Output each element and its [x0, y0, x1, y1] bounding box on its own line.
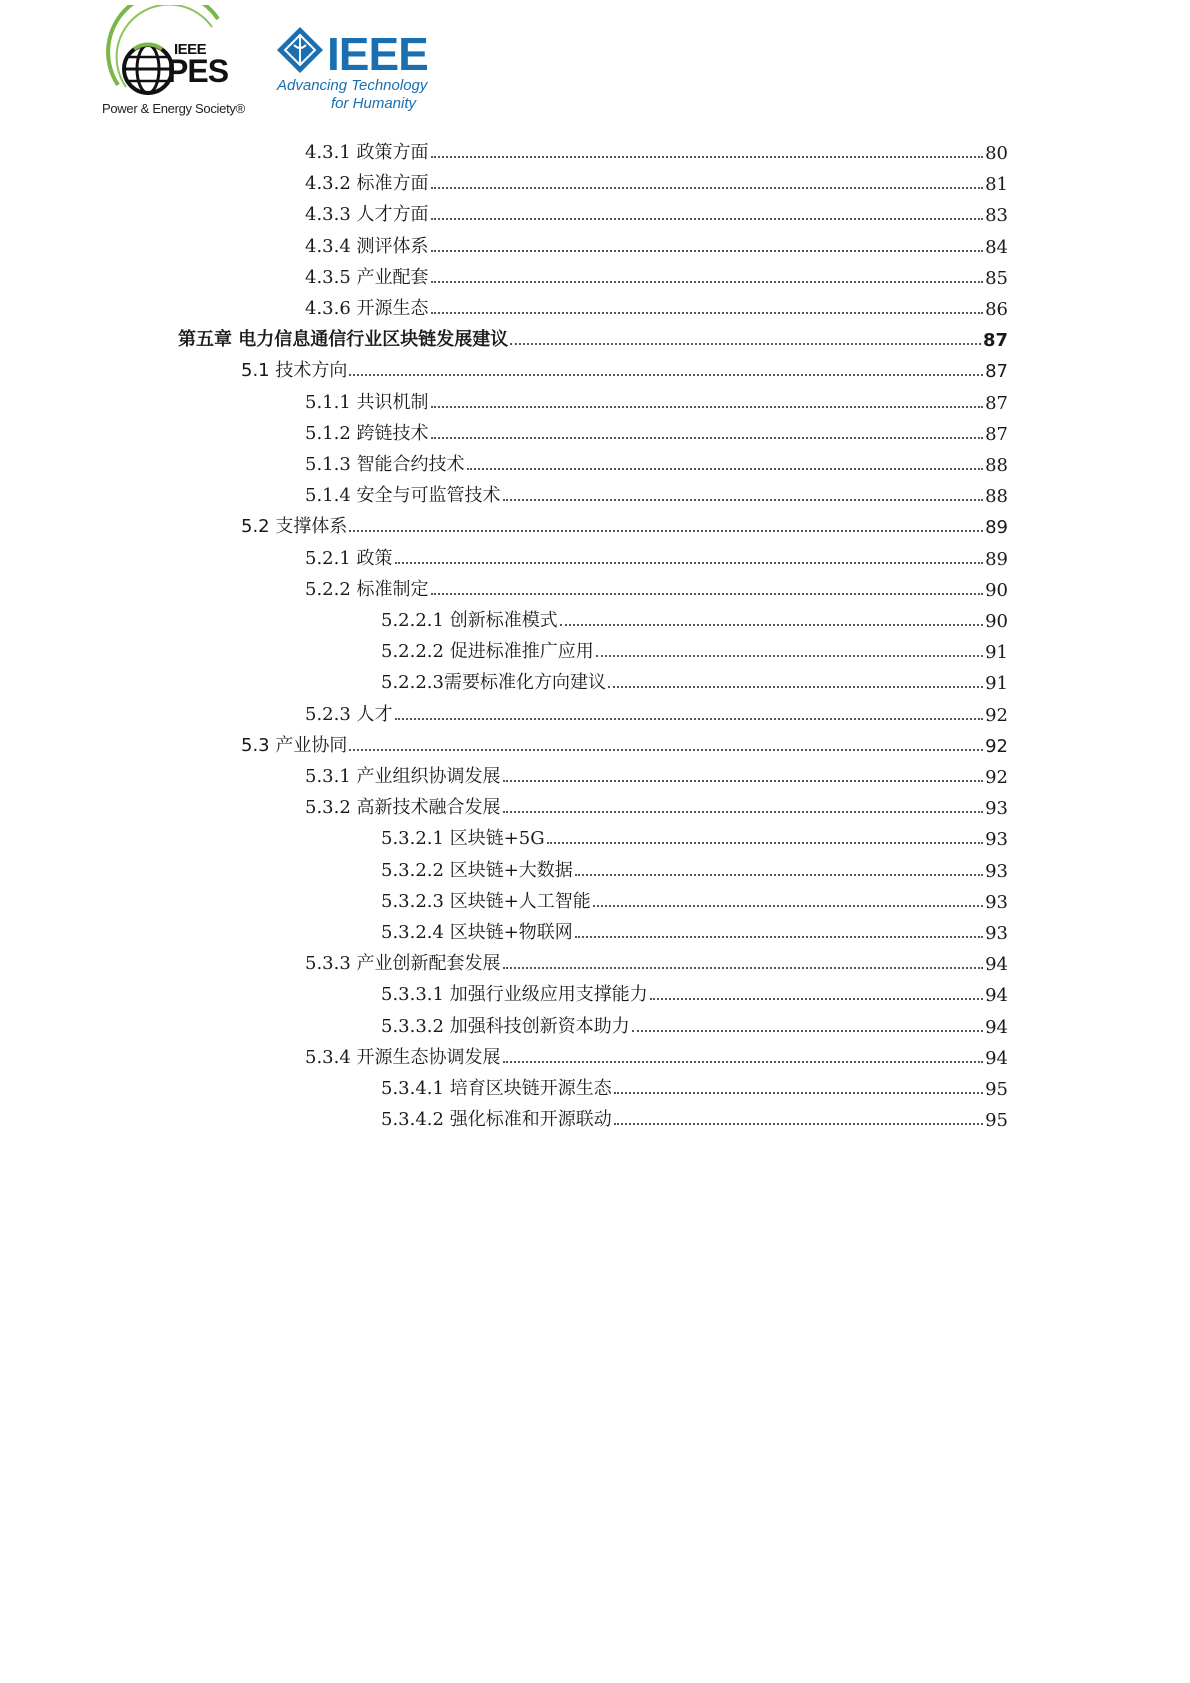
toc-entry-page: 89 [985, 517, 1008, 539]
pes-logo-word: PES [167, 53, 229, 89]
toc-entry-title: 5.2.2.2 促进标准推广应用 [381, 641, 594, 663]
toc-entry-title: 5.2 支撑体系 [241, 516, 348, 538]
toc-entry[interactable] [381, 603, 1008, 632]
toc-entry-page: 80 [985, 143, 1008, 164]
toc-entry[interactable] [305, 416, 1008, 445]
toc-dot-leader [503, 780, 984, 782]
toc-entry-title: 5.2.3 人才 [305, 703, 393, 725]
toc-dot-leader [431, 218, 984, 220]
toc-entry-title: 5.2.1 政策 [305, 547, 393, 569]
toc-entry[interactable] [305, 697, 1008, 726]
toc-dot-leader [593, 905, 983, 907]
toc-entry[interactable] [381, 665, 1008, 694]
ieee-pes-logo [100, 5, 270, 120]
toc-entry[interactable] [381, 884, 1008, 913]
toc-entry-page: 87 [982, 330, 1008, 352]
toc-entry-title: 5.2.2.1 创新标准模式 [381, 610, 558, 631]
toc-entry[interactable] [305, 291, 1008, 320]
pes-logo-society: Power & Energy Society® [102, 101, 245, 116]
toc-entry[interactable] [305, 229, 1008, 258]
ieee-logo [275, 25, 455, 120]
toc-entry-title: 4.3.4 测评体系 [305, 235, 429, 257]
toc-entry-title: 5.2.2 标准制定 [305, 578, 429, 600]
toc-entry-page: 89 [985, 548, 1008, 570]
toc-entry-title: 5.3.4.1 培育区块链开源生态 [381, 1078, 612, 1099]
toc-dot-leader [431, 406, 984, 408]
toc-dot-leader [560, 624, 983, 626]
pes-logo-top-text: IEEE [174, 41, 207, 58]
ieee-tagline-1: Advancing Technology [277, 77, 428, 94]
toc-entry-page: 85 [985, 267, 1008, 289]
toc-entry-title: 5.3.2.2 区块链+大数据 [381, 859, 573, 881]
toc-entry[interactable] [381, 1071, 1008, 1100]
toc-dot-leader [503, 1061, 984, 1063]
ieee-logo-word: IEEE [327, 28, 428, 80]
toc-entry[interactable] [178, 322, 1008, 351]
toc-entry-title: 4.3.1 政策方面 [305, 142, 429, 163]
toc-entry-page: 94 [985, 985, 1008, 1007]
toc-dot-leader [395, 562, 984, 564]
ieee-diamond-icon [275, 25, 325, 75]
toc-entry[interactable] [305, 946, 1008, 975]
toc-entry-title: 5.3.2.1 区块链+5G [381, 828, 545, 850]
toc-entry-page: 88 [985, 455, 1008, 476]
toc-dot-leader [608, 686, 983, 688]
toc-entry[interactable] [305, 447, 1008, 476]
toc-entry[interactable] [305, 1040, 1008, 1069]
toc-entry-page: 88 [985, 486, 1008, 508]
toc-entry-title: 5.3.3 产业创新配套发展 [305, 953, 501, 975]
toc-entry-page: 92 [985, 704, 1008, 726]
toc-entry-title: 5.3.3.2 加强科技创新资本助力 [381, 1015, 630, 1037]
toc-entry-page: 91 [985, 642, 1008, 664]
toc-entry-page: 91 [985, 673, 1008, 695]
toc-entry-title: 5.3.2 高新技术融合发展 [305, 797, 501, 819]
toc-dot-leader [503, 811, 984, 813]
toc-dot-leader [614, 1092, 983, 1094]
toc-dot-leader [395, 718, 984, 720]
toc-entry-page: 92 [985, 735, 1008, 757]
toc-entry[interactable] [381, 977, 1008, 1006]
toc-entry-page: 86 [985, 299, 1008, 320]
toc-entry-title: 5.3.4.2 强化标准和开源联动 [381, 1109, 612, 1131]
toc-entry[interactable] [381, 1009, 1008, 1038]
toc-entry-title: 4.3.6 开源生态 [305, 298, 429, 319]
toc-entry-page: 93 [985, 829, 1008, 851]
toc-entry-page: 81 [985, 174, 1008, 196]
toc-dot-leader [349, 374, 983, 376]
toc-entry-title: 4.3.5 产业配套 [305, 266, 429, 288]
toc-entry-page: 87 [985, 392, 1008, 414]
toc-entry[interactable] [305, 478, 1008, 507]
toc-entry-page: 90 [985, 579, 1008, 601]
toc-entry-page: 93 [985, 860, 1008, 882]
toc-entry[interactable] [381, 853, 1008, 882]
toc-entry[interactable] [305, 166, 1008, 195]
toc-entry-title: 第五章 电力信息通信行业区块链发展建议 [178, 329, 509, 351]
toc-entry[interactable] [305, 197, 1008, 226]
toc-entry-page: 94 [985, 954, 1008, 976]
page-header [100, 5, 460, 120]
toc-entry-page: 83 [985, 205, 1008, 227]
toc-entry-title: 5.3.4 开源生态协调发展 [305, 1046, 501, 1068]
toc-entry[interactable] [305, 790, 1008, 819]
toc-dot-leader [596, 655, 983, 657]
toc-entry-title: 5.3.3.1 加强行业级应用支撑能力 [381, 984, 648, 1006]
toc-entry[interactable] [305, 759, 1008, 788]
toc-entry[interactable] [241, 728, 1008, 757]
toc-entry-page: 87 [985, 361, 1008, 383]
toc-entry[interactable] [305, 541, 1008, 570]
toc-dot-leader [614, 1123, 983, 1125]
toc-dot-leader [431, 156, 984, 158]
toc-entry-title: 4.3.2 标准方面 [305, 173, 429, 195]
toc-dot-leader [547, 842, 983, 844]
toc-entry-title: 5.3.2.4 区块链+物联网 [381, 922, 573, 943]
ieee-tagline-2: for Humanity [331, 95, 417, 112]
toc-dot-leader [431, 187, 984, 189]
toc-entry[interactable] [381, 1102, 1008, 1131]
toc-entry[interactable] [381, 634, 1008, 663]
toc-entry-title: 5.1 技术方向 [241, 360, 348, 382]
toc-entry-page: 94 [985, 1016, 1008, 1038]
toc-entry-page: 92 [985, 767, 1008, 788]
toc-dot-leader [467, 468, 984, 470]
toc-entry-title: 5.1.1 共识机制 [305, 391, 429, 413]
toc-entry[interactable] [241, 509, 1008, 538]
toc-entry-title: 5.2.2.3需要标准化方向建议 [381, 672, 606, 694]
toc-entry-title: 5.3 产业协同 [241, 734, 348, 756]
toc-entry-title: 5.3.2.3 区块链+人工智能 [381, 890, 591, 912]
toc-entry-title: 5.1.4 安全与可监管技术 [305, 485, 501, 507]
toc-entry-page: 93 [985, 923, 1008, 944]
toc-entry[interactable] [241, 353, 1008, 382]
toc-entry[interactable] [305, 260, 1008, 289]
toc-dot-leader [503, 967, 984, 969]
toc-entry-page: 94 [985, 1047, 1008, 1069]
toc-dot-leader [349, 530, 983, 532]
toc-entry-page: 90 [985, 611, 1008, 632]
toc-entry[interactable] [305, 572, 1008, 601]
toc-dot-leader [431, 312, 984, 314]
toc-dot-leader [349, 749, 983, 751]
toc-entry[interactable] [381, 821, 1008, 850]
toc-dot-leader [510, 343, 981, 345]
toc-entry-title: 4.3.3 人才方面 [305, 204, 429, 226]
toc-entry-page: 95 [985, 1079, 1008, 1100]
toc-dot-leader [650, 998, 983, 1000]
toc-dot-leader [503, 499, 984, 501]
toc-entry-page: 87 [985, 423, 1008, 445]
toc-dot-leader [431, 593, 984, 595]
toc-dot-leader [575, 874, 983, 876]
toc-entry-title: 5.3.1 产业组织协调发展 [305, 766, 501, 787]
toc-dot-leader [431, 250, 984, 252]
toc-dot-leader [431, 437, 984, 439]
toc-dot-leader [431, 281, 984, 283]
toc-dot-leader [575, 936, 983, 938]
toc-dot-leader [632, 1030, 983, 1032]
toc-entry-page: 93 [985, 798, 1008, 820]
toc-entry[interactable] [305, 385, 1008, 414]
toc-entry[interactable] [305, 135, 1008, 164]
toc-entry-page: 95 [985, 1110, 1008, 1132]
toc-entry-title: 5.1.2 跨链技术 [305, 422, 429, 444]
toc-entry-title: 5.1.3 智能合约技术 [305, 454, 465, 475]
toc-entry-page: 93 [985, 891, 1008, 913]
toc-entry[interactable] [381, 915, 1008, 944]
toc-entry-page: 84 [985, 236, 1008, 258]
